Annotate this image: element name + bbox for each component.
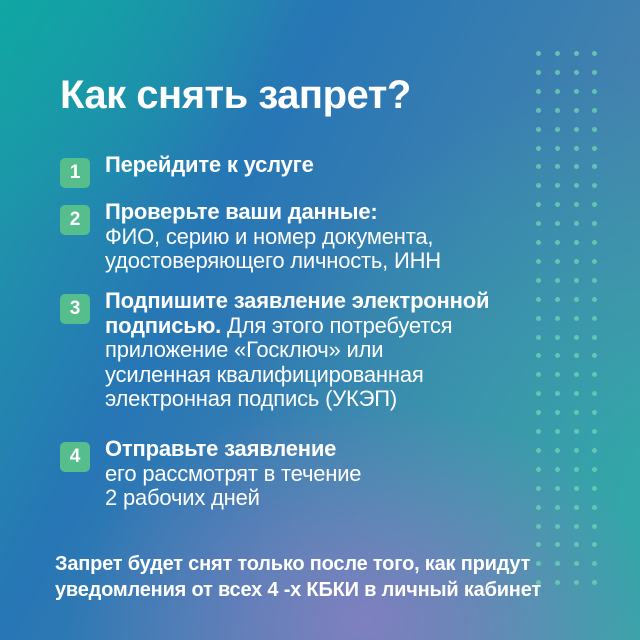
dot [592,316,597,321]
dot [555,70,560,75]
dot [536,70,541,75]
dot [574,372,579,377]
dot [536,353,541,358]
dot [574,183,579,188]
dot [574,259,579,264]
dot [574,486,579,491]
dot [592,542,597,547]
step-3-line-2-bold: подписью. [105,312,222,338]
dot [536,505,541,510]
step-1-text [105,153,314,178]
step-3-text [105,289,489,412]
dot [574,202,579,207]
dot [555,429,560,434]
dot [592,108,597,113]
dot [592,486,597,491]
dot [592,89,597,94]
dot [555,164,560,169]
dot [574,146,579,151]
dot [592,505,597,510]
step-3-number-badge [60,294,90,324]
dot [555,372,560,377]
dot [555,108,560,113]
dot [574,278,579,283]
dot [592,372,597,377]
dot [536,146,541,151]
dot [536,410,541,415]
dot [555,278,560,283]
step-4-number-badge [60,442,90,472]
dot [574,164,579,169]
dot [592,221,597,226]
dot [536,372,541,377]
dot [536,297,541,302]
dot [555,316,560,321]
step-2-number: 2 [69,209,81,230]
dot [536,164,541,169]
dot [592,448,597,453]
dot [555,467,560,472]
dot [574,51,579,56]
dot [555,580,560,585]
dot [536,183,541,188]
dot [574,542,579,547]
dot [574,429,579,434]
dot [592,127,597,132]
dot [574,297,579,302]
step-3-line-1: Подпишите заявление электронной [105,288,490,313]
dot [574,316,579,321]
dot [536,202,541,207]
dot [592,51,597,56]
step-2 [60,199,441,274]
dot [536,108,541,113]
step-2-line-2: ФИО, серию и номер документа, [105,223,434,249]
step-3-line-4: усиленная квалифицированная [105,361,424,387]
step-3-line-3: приложение «Госключ» или [105,337,384,362]
dot [574,70,579,75]
dot [592,202,597,207]
dot [555,391,560,396]
dot [574,353,579,358]
dot [536,278,541,283]
footer-note-line-2: уведомления от всех 4 -х КБКИ в личный кабинет [55,579,541,601]
dot [555,259,560,264]
dot [536,259,541,264]
dot [574,335,579,340]
dot [555,542,560,547]
step-4-line-3: 2 рабочих дней [105,485,260,510]
dot [555,221,560,226]
dot [592,353,597,358]
dot [555,127,560,132]
step-3-line-5: электронная подпись (УКЭП) [105,386,397,411]
dot [574,448,579,453]
step-1-number-badge [60,158,90,188]
dot [574,240,579,245]
dot [536,335,541,340]
dot [555,297,560,302]
step-2-number-badge [60,205,90,235]
dot [536,467,541,472]
dot [592,561,597,566]
dot [536,51,541,56]
dot [574,391,579,396]
dot [555,505,560,510]
dot [592,146,597,151]
dot [592,259,597,264]
dot [536,391,541,396]
dot [592,240,597,245]
footer-note [55,551,541,603]
dot [592,335,597,340]
dot [536,429,541,434]
page-title: Как снять запрет? [60,72,411,117]
dot [536,127,541,132]
dot [555,146,560,151]
dot [574,561,579,566]
dot [555,561,560,566]
step-1-line-1: Перейдите к услуге [105,152,314,177]
step-3 [60,288,490,412]
dot [592,580,597,585]
step-3-number: 3 [69,298,81,319]
step-1-number: 1 [69,162,81,183]
dot [536,221,541,226]
step-3-line-2-regular: Для этого потребуется [227,312,453,338]
step-2-line-3: удостоверяющего личность, ИНН [105,248,441,273]
dot [574,221,579,226]
dot [592,164,597,169]
dot [555,51,560,56]
step-4-text [105,437,361,511]
dot [555,202,560,207]
footer-note-line-1: Запрет будет снят только после того, как придут [55,553,531,575]
dot [536,240,541,245]
dot [536,316,541,321]
dot [592,524,597,529]
dot [536,89,541,94]
step-4 [60,436,362,511]
step-4-number: 4 [69,446,81,467]
dot-pattern [536,51,598,586]
step-2-text [105,200,441,274]
dot [592,70,597,75]
dot [555,183,560,188]
dot [536,542,541,547]
dot [555,240,560,245]
dot [536,524,541,529]
dot [592,410,597,415]
dot [555,410,560,415]
step-1 [60,152,314,188]
dot [574,505,579,510]
dot [574,524,579,529]
step-2-line-1: Проверьте ваши данные: [105,199,378,224]
dot [574,127,579,132]
dot [592,183,597,188]
dot [536,448,541,453]
dot [555,448,560,453]
dot [592,391,597,396]
dot [592,278,597,283]
dot [555,486,560,491]
dot [574,89,579,94]
dot [536,486,541,491]
dot [555,335,560,340]
step-4-line-1: Отправьте заявление [105,436,337,461]
dot [592,467,597,472]
dot [574,108,579,113]
dot [574,580,579,585]
dot [574,410,579,415]
dot [592,297,597,302]
dot [555,524,560,529]
dot [555,89,560,94]
dot [592,429,597,434]
dot [574,467,579,472]
dot [555,353,560,358]
step-4-line-2: его рассмотрят в течение [105,460,362,486]
